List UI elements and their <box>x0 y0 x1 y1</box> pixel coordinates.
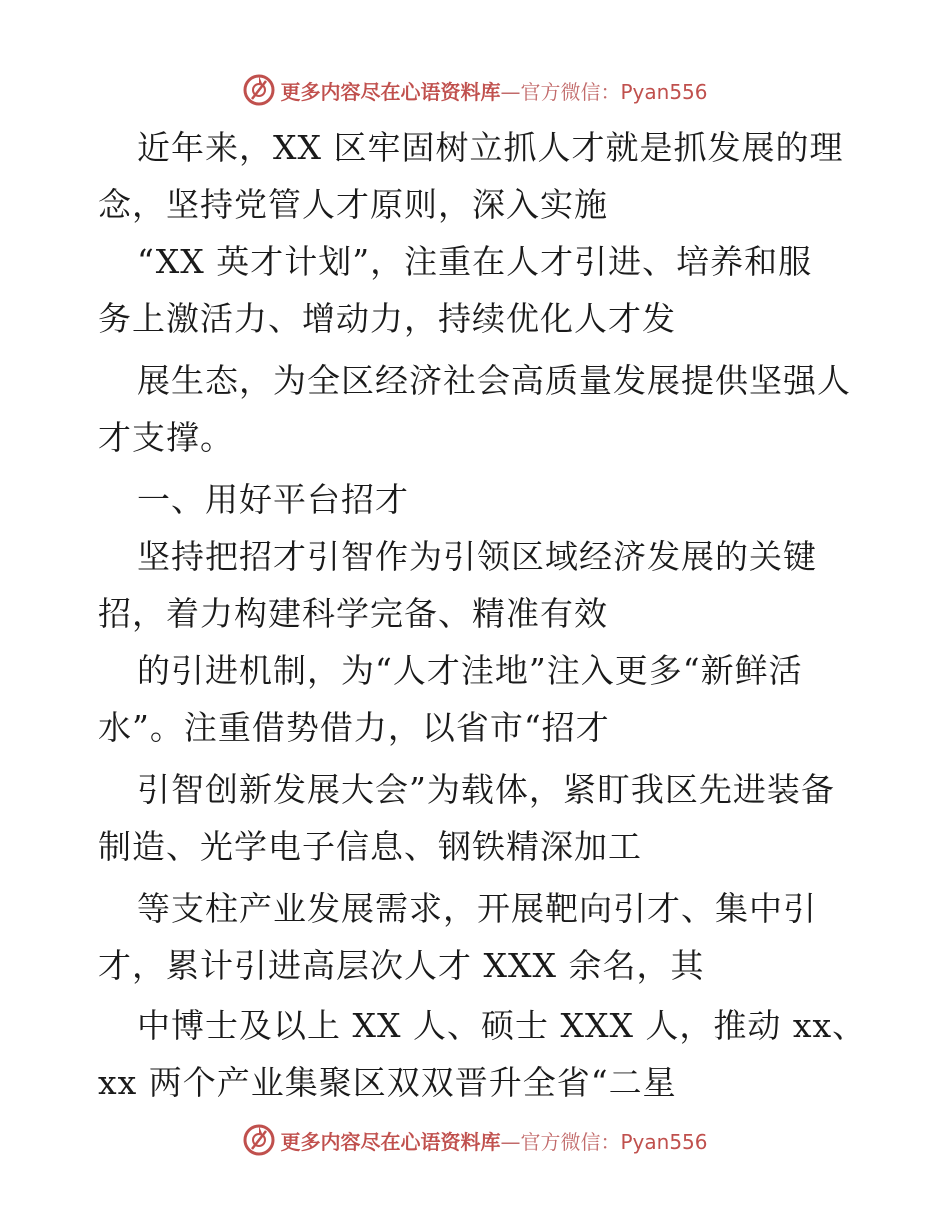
watermark-text <box>280 76 707 105</box>
body-line-14: 等支柱产业发展需求，开展靶向引才、集中引 <box>137 889 817 928</box>
watermark-separator: — <box>500 79 521 104</box>
body-line-5: 展生态，为全区经济社会高质量发展提供坚强人 <box>137 361 851 400</box>
body-line-10: 的引进机制，为“人才洼地”注入更多“新鲜活 <box>137 651 803 690</box>
body-line-2: 念，坚持党管人才原则，深入实施 <box>98 185 608 224</box>
watermark-wechat-id: Pyan556 <box>620 79 708 104</box>
footer-watermark-banner <box>0 1120 950 1160</box>
watermark-brand: 更多内容尽在心语资料库 <box>280 79 501 104</box>
watermark-separator: — <box>500 1129 521 1154</box>
body-line-8: 坚持把招才引智作为引领区域经济发展的关键 <box>137 537 817 576</box>
body-line-17: xx 两个产业集聚区双双晋升全省“二星 <box>98 1063 677 1102</box>
body-line-9: 招，着力构建科学完备、精准有效 <box>98 594 608 633</box>
body-line-4: 务上激活力、增动力，持续优化人才发 <box>98 299 676 338</box>
body-line-16: 中博士及以上 XX 人、硕士 XXX 人，推动 xx、 <box>137 1006 867 1045</box>
watermark-brand: 更多内容尽在心语资料库 <box>280 1129 501 1154</box>
body-line-6: 才支撑。 <box>98 418 234 457</box>
watermark-wechat-id: Pyan556 <box>620 1129 708 1154</box>
header-watermark-banner <box>0 70 950 110</box>
brand-logo-icon <box>242 73 276 107</box>
watermark-wechat-label: 官方微信： <box>520 1129 621 1154</box>
body-line-13: 制造、光学电子信息、钢铁精深加工 <box>98 827 642 866</box>
body-line-3: “XX 英才计划”，注重在人才引进、培养和服 <box>137 242 813 281</box>
body-line-12: 引智创新发展大会”为载体，紧盯我区先进装备 <box>137 770 835 809</box>
body-line-1: 近年来，XX 区牢固树立抓人才就是抓发展的理 <box>137 128 844 167</box>
section-heading-1: 一、用好平台招才 <box>137 480 409 519</box>
body-line-11: 水”。注重借势借力，以省市“招才 <box>98 708 610 747</box>
body-line-15: 才，累计引进高层次人才 XXX 余名，其 <box>98 946 705 985</box>
watermark-wechat-label: 官方微信： <box>520 79 621 104</box>
brand-logo-icon <box>242 1123 276 1157</box>
watermark-text <box>280 1126 707 1155</box>
